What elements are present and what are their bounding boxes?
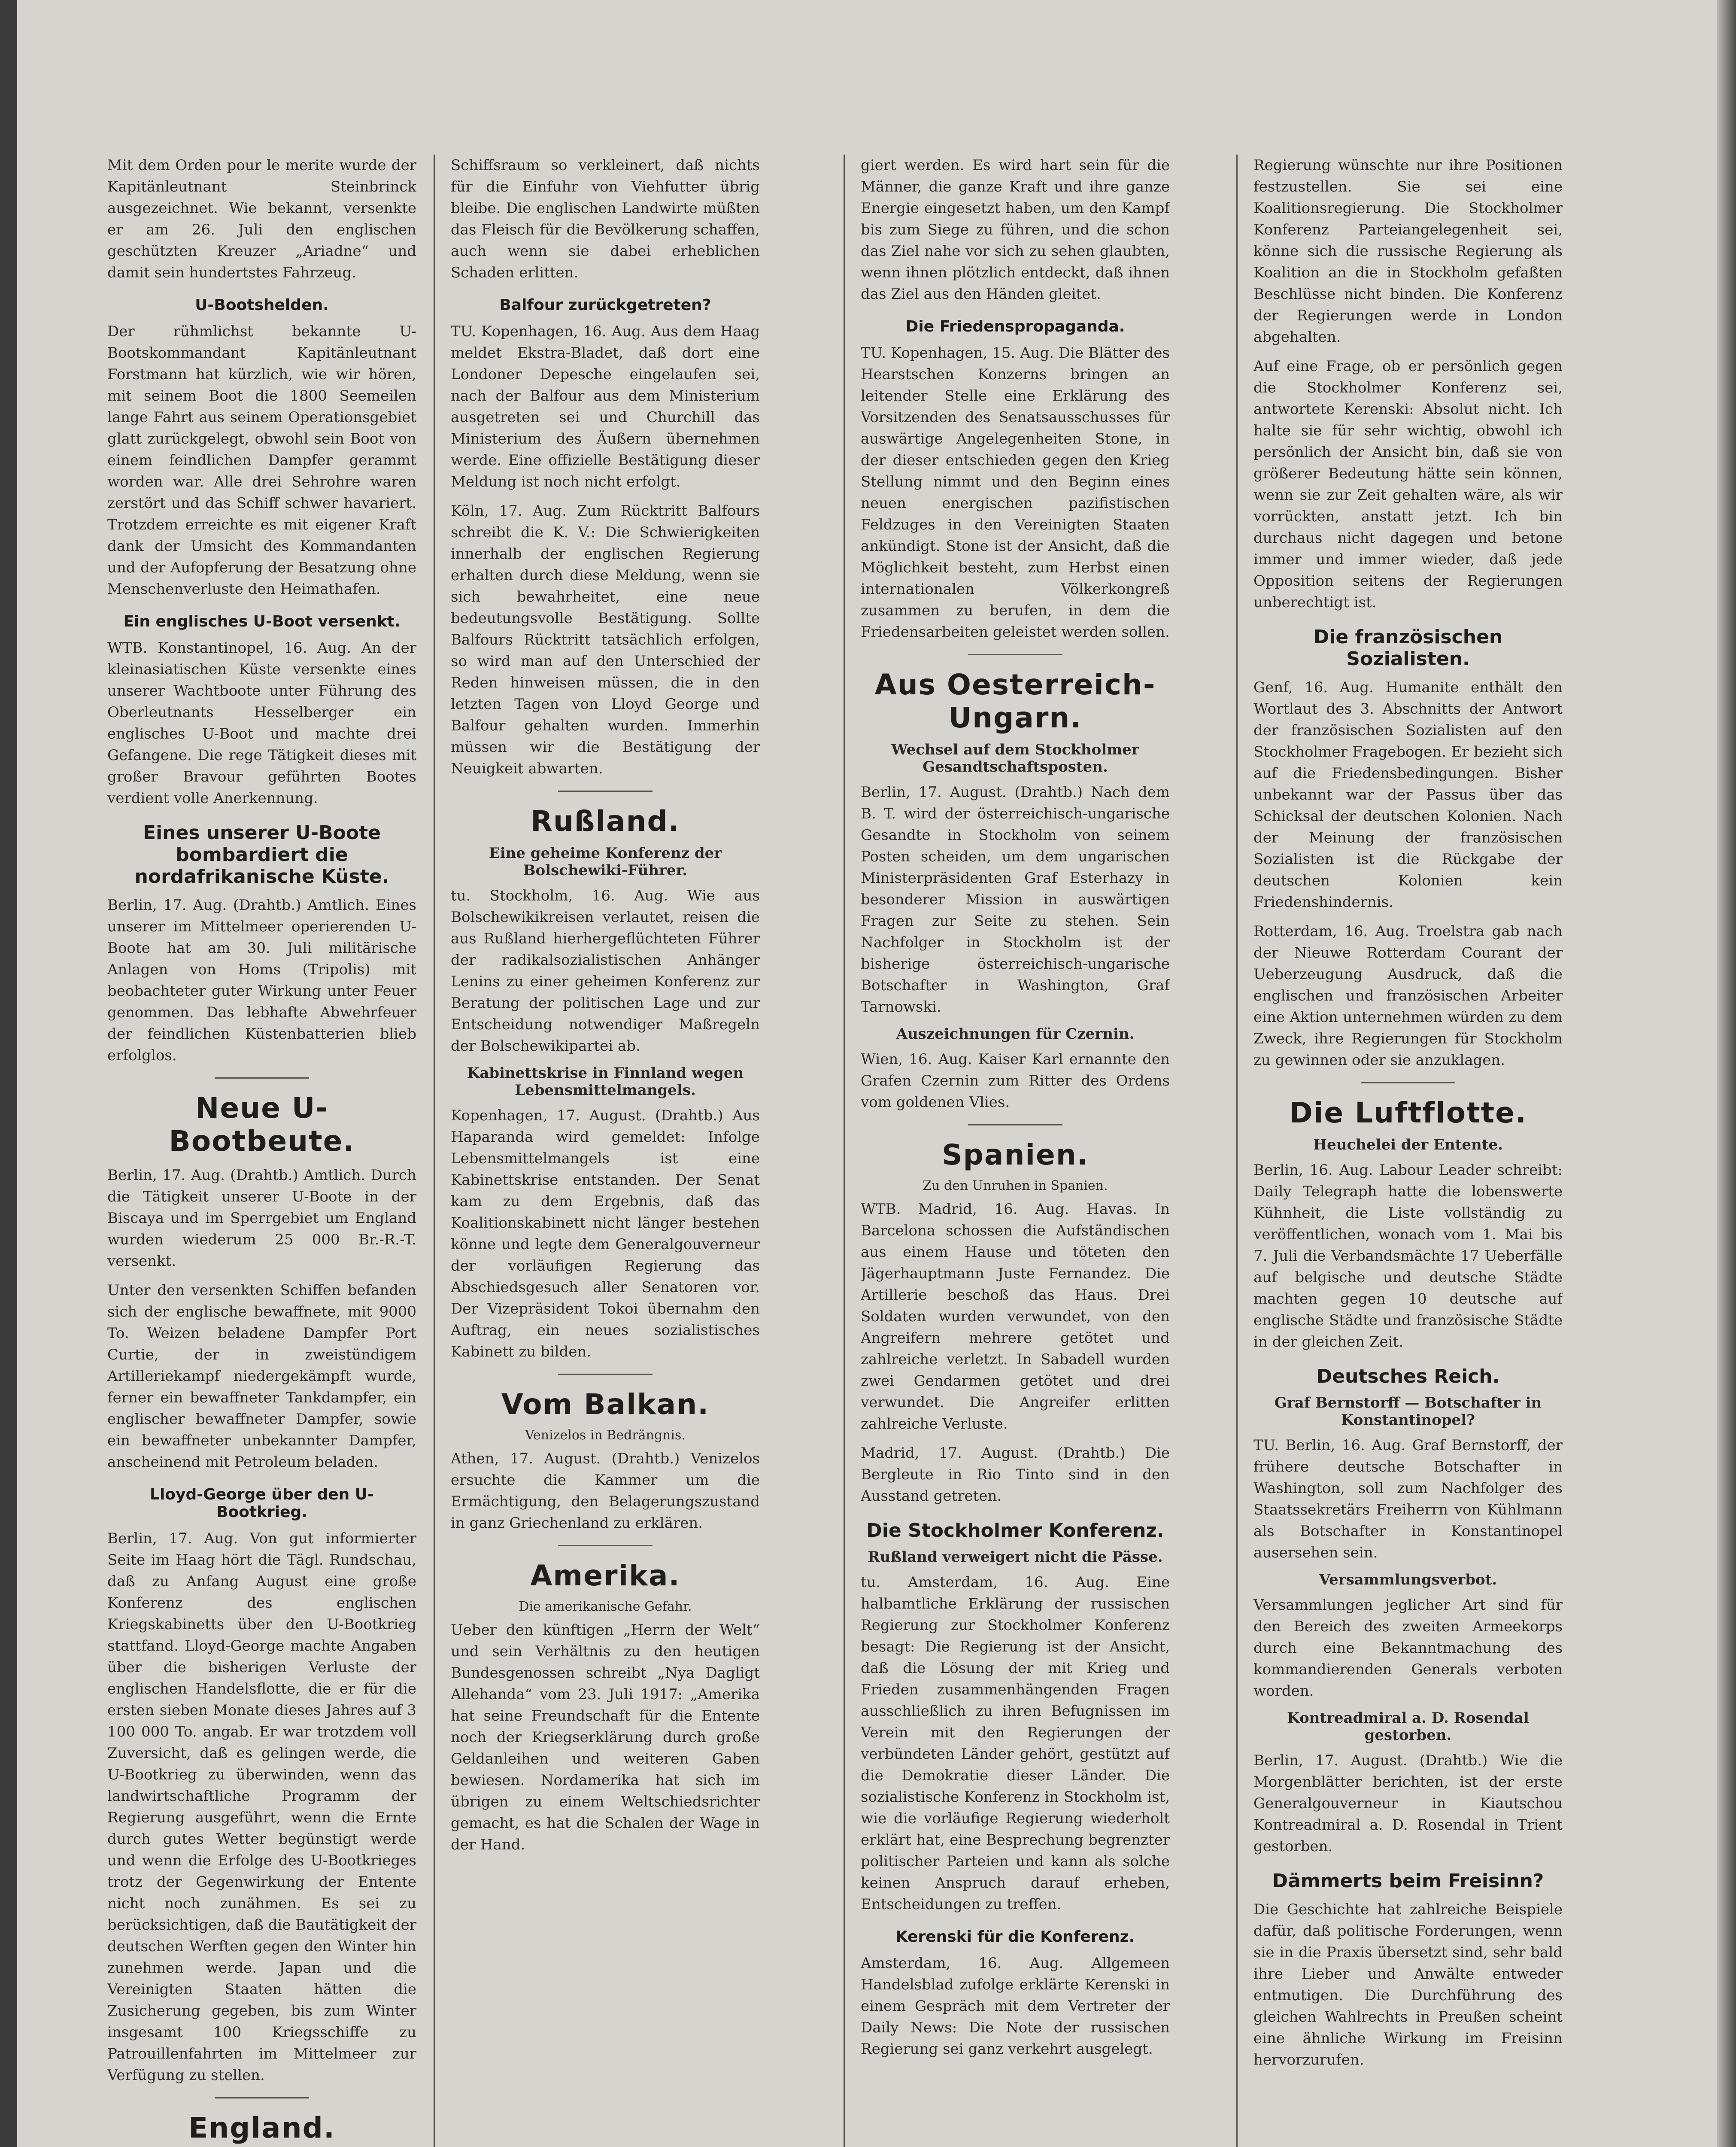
heading-rule <box>215 2097 309 2098</box>
article-kicker: Zu den Unruhen in Spanien. <box>923 1178 1108 1193</box>
article-paragraph: Genf, 16. Aug. Humanite enthält den Wortlaut des 3. Abschnitts der Antwort der französischen Sozialisten auf den Stockholmer Fragebogen. Er bezieht sich auf die Friedensbedingungen. Bisher unbekannt war der Passus über das Schicksal der deutschen Kolonien. Nach der Meinung der französischen Sozialisten ist die Rückgabe der deutschen Kolonien kein Friedenshindernis. <box>1253 679 1563 911</box>
article-paragraph: Regierung wünschte nur ihre Positionen festzustellen. Sie sei eine Koalitionsregierung. Die Stockholmer Konferenz Parteiangelegenheit sei, könne sich die russische Regierung als Koalition an die in Stockholm gefaßten Beschlüsse nicht binden. Die Konferenz der Regierungen werde in London abgehalten. <box>1253 157 1563 346</box>
article-subheading: Versammlungsverbot. <box>1319 1571 1497 1588</box>
article-paragraph: tu. Stockholm, 16. Aug. Wie aus Bolschewikikreisen verlautet, reisen die aus Rußland hierhergeflüchteten Führer der radikalsozialistischen Anhänger Lenins zu einer geheimen Konferenz zur Beratung der politischen Lage und zur Entscheidung notwendiger Maßregeln der Bolschewikipartei ab. <box>451 887 760 1055</box>
article-subheading: Heuchelei der Entente. <box>1313 1136 1503 1153</box>
article-paragraph: Berlin, 16. Aug. Labour Leader schreibt: Daily Telegraph hatte die lobenswerte Kühnheit, die Liste vollständig zu veröffentlichen, wonach vom 1. Mai bis 7. Juli die Verbandsmächte 17 Ueberfälle auf belgische und deutsche Städte machten gegen 10 deutsche auf englische Städte und französische Städte in der gleichen Zeit. <box>1253 1162 1563 1350</box>
article-heading: Ein englisches U-Boot versenkt. <box>123 613 401 630</box>
article-paragraph: Ueber den künftigen „Herrn der Welt“ und sein Verhältnis zu den heutigen Bundesgenossen schreibt „Nya Dagligt Allehanda“ vom 23. Juli 1917: „Amerika hat seine Freundschaft für die Entente noch der Kriegserklärung durch große Geldanleihen und weiteren Gaben bewiesen. Nordamerika hat sich im übrigen zu einem Weltschiedsrichter gemacht, es hat die Schalen der Wage in der Hand. <box>451 1621 760 1853</box>
article-heading: Neue U-Bootbeute. <box>169 1092 355 1158</box>
article-heading: Dämmerts beim Freisinn? <box>1272 1870 1544 1892</box>
heading-rule <box>968 654 1062 655</box>
article-heading: U-Bootshelden. <box>195 296 329 314</box>
article-subheading: Wechsel auf dem Stockholmer Gesandtschaftsposten. <box>891 741 1139 775</box>
article-subheading: Kabinettskrise in Finnland wegen Lebensmittelmangels. <box>467 1064 744 1099</box>
column-2 <box>451 155 760 2147</box>
article-paragraph: Versammlungen jeglicher Art sind für den Bereich des zweiten Armeekorps durch eine Bekanntmachung des kommandierenden Generals verboten worden. <box>1253 1597 1563 1700</box>
column-rule <box>434 155 435 2147</box>
article-paragraph: Berlin, 17. August. (Drahtb.) Wie die Morgenblätter berichten, ist der erste Generalgouverneur in Kiautschou Kontreadmiral a. D. Rosendal in Trient gestorben. <box>1253 1752 1563 1855</box>
article-subheading: Eine geheime Konferenz der Bolschewiki-Führer. <box>489 845 722 879</box>
scan-edge <box>1717 0 1736 2147</box>
article-paragraph: Amsterdam, 16. Aug. Allgemeen Handelsblad zufolge erklärte Kerenski in einem Gespräch mit dem Vertreter der Daily News: Die Note der russischen Regierung sei ganz verkehrt ausgelegt. <box>861 1955 1170 2058</box>
column-rule <box>1236 155 1238 2147</box>
column-3 <box>861 155 1170 2147</box>
article-heading: Die französischen Sozialisten. <box>1313 626 1503 670</box>
article-paragraph: TU. Kopenhagen, 15. Aug. Die Blätter des Hearstschen Konzerns bringen an leitender Stelle eine Erklärung des Vorsitzenden des Senatsausschusses für auswärtige Angelegenheiten Stone, in der dieser entschieden gegen den Krieg Stellung nimmt und den Beginn eines neuen energischen pazifistischen Feldzuges in den Vereinigten Staaten ankündigt. Stone ist der Ansicht, daß die Möglichkeit besteht, zum Herbst einen internationalen Völkerkongreß zusammen zu berufen, in dem die Friedensarbeiten geleistet werden sollen. <box>861 344 1170 641</box>
article-heading: Eines unserer U-Boote bombardiert die nordafrikanische Küste. <box>134 822 389 888</box>
article-subheading: Auszeichnungen für Czernin. <box>896 1025 1135 1043</box>
article-paragraph: Rotterdam, 16. Aug. Troelstra gab nach der Nieuwe Rotterdam Courant der Ueberzeugung Ausdruck, daß die englischen und französischen Arbeiter eine Aktion unternehmen würden zu dem Zweck, ihre Regierungen für Stockholm zu gewinnen oder sie anzuklagen. <box>1253 923 1563 1069</box>
article-paragraph: Wien, 16. Aug. Kaiser Karl ernannte den Grafen Czernin zum Ritter des Ordens vom goldenen Vlies. <box>861 1051 1170 1111</box>
article-paragraph: WTB. Konstantinopel, 16. Aug. An der kleinasiatischen Küste versenkte eines unserer Wachtboote unter Führung des Oberleutnants Hesselberger ein englisches U-Boot und machte drei Gefangene. Die rege Tätigkeit dieses mit großer Bravour geführten Bootes verdient volle Anerkennung. <box>107 639 416 807</box>
article-paragraph: TU. Berlin, 16. Aug. Graf Bernstorff, der frühere deutsche Botschafter in Washington, soll zum Nachfolger des Staatssekretärs Freiherrn von Kühlmann als Botschafter in Konstantinopel ausersehen sein. <box>1253 1437 1563 1561</box>
article-paragraph: Madrid, 17. August. (Drahtb.) Die Bergleute in Rio Tinto sind in den Ausstand getreten. <box>861 1445 1170 1505</box>
article-heading: Die Stockholmer Konferenz. <box>866 1520 1164 1542</box>
article-paragraph: Auf eine Frage, ob er persönlich gegen die Stockholmer Konferenz sei, antwortete Kerenski: Absolut nicht. Ich halte sie für sehr wichtig, obwohl ich persönlich der Ansicht bin, daß sie von größerer Bedeutung hätte sein können, wenn sie zur Zeit gehalten wäre, als wir vorrückten, anstatt jetzt. Ich bin durchaus nicht dagegen und betone immer und immer wieder, daß jede Opposition seitens der Regierungen unberechtigt ist. <box>1253 358 1563 611</box>
article-paragraph: Mit dem Orden pour le merite wurde der Kapitänleutnant Steinbrinck ausgezeichnet. Wie bekannt, versenkte er am 26. Juli den englischen geschützten Kreuzer „Ariadne“ und damit sein hundertstes Fahrzeug. <box>107 157 416 281</box>
article-paragraph: Berlin, 17. Aug. (Drahtb.) Amtlich. Eines unserer im Mittelmeer operierenden U-Boote hat am 30. Juli militärische Anlagen von Homs (Tripolis) mit beobachteter guter Wirkung unter Feuer genommen. Das lebhafte Abwehrfeuer der feindlichen Küstenbatterien blieb erfolglos. <box>107 897 416 1064</box>
heading-rule <box>215 1077 309 1079</box>
column-4 <box>1253 155 1563 2147</box>
article-paragraph: Berlin, 17. Aug. (Drahtb.) Amtlich. Durch die Tätigkeit unserer U-Boote in der Biscaya und im Sperrgebiet um England wurden wiederum 25 000 Br.-R.-T. versenkt. <box>107 1167 416 1270</box>
article-heading: Spanien. <box>942 1138 1089 1171</box>
article-paragraph: Schiffsraum so verkleinert, daß nichts für die Einfuhr von Viehfutter übrig bleibe. Die englischen Landwirte müßten das Fleisch für die Bevölkerung schaffen, auch wenn sie dabei erheblichen Schaden erlitten. <box>451 157 760 281</box>
article-paragraph: Athen, 17. August. (Drahtb.) Venizelos ersuchte die Kammer um die Ermächtigung, den Belagerungszustand in ganz Griechenland zu erklären. <box>451 1450 760 1532</box>
heading-rule <box>968 1124 1062 1125</box>
article-subheading: Kontreadmiral a. D. Rosendal gestorben. <box>1287 1709 1529 1744</box>
article-subheading: Graf Bernstorff — Botschafter in Konstantinopel? <box>1274 1394 1542 1429</box>
article-paragraph: Der rühmlichst bekannte U-Bootskommandant Kapitänleutnant Forstmann hat kürzlich, wie wir hören, mit seinem Boot die 1800 Seemeilen lange Fahrt aus seinem Operationsgebiet glatt zurückgelegt, obwohl sein Boot von einem feindlichen Dampfer gerammt worden war. Alle drei Sehrohre waren zerstört und das Schiff schwer havariert. Trotzdem erreichte es mit eigener Kraft dank der Umsicht des Kommandanten und der Aufopferung der Besatzung ohne Menschenverluste den Heimathafen. <box>107 323 416 598</box>
article-kicker: Die amerikanische Gefahr. <box>519 1599 692 1614</box>
article-heading: Rußland. <box>531 805 680 838</box>
newspaper-page <box>17 0 1717 2147</box>
article-paragraph: Die Geschichte hat zahlreiche Beispiele dafür, daß politische Forderungen, wenn sie in die Praxis übersetzt sind, sehr bald ihre Lieber und Anwälte entweder entmutigen. Die Durchführung des gleichen Wahlrechts in Preußen scheint eine ähnliche Wirkung im Freisinn hervorzurufen. <box>1253 1901 1563 2068</box>
heading-rule <box>558 791 653 792</box>
heading-rule <box>558 1545 653 1546</box>
article-heading: Die Luftflotte. <box>1289 1096 1527 1129</box>
article-heading: England. <box>188 2111 335 2144</box>
article-paragraph: Köln, 17. Aug. Zum Rücktritt Balfours schreibt die K. V.: Die Schwierigkeiten innerhalb der englischen Regierung erhalten durch diese Meldung, wenn sie sich bewahrheitet, eine neue bedeutungsvolle Bestätigung. Sollte Balfours Rücktritt tatsächlich erfolgen, so wird man auf den Unterschied der Reden hinweisen müssen, die in den letzten Tagen von Lloyd George und Balfour gehalten wurden. Immerhin müssen wir die Bestätigung der Neuigkeit abwarten. <box>451 502 760 777</box>
article-paragraph: Berlin, 17. Aug. Von gut informierter Seite im Haag hört die Tägl. Rundschau, daß zu Anfang August eine große Konferenz des englischen Kriegskabinetts über den U-Bootkrieg stattfand. Lloyd-George machte Angaben über die bisherigen Verluste der englischen Handelsflotte, die er für die ersten sieben Monate dieses Jahres auf 3 100 000 To. angab. Er war trotzdem voll Zuversicht, daß es gelingen werde, die U-Bootkrieg zu überwinden, wenn das landwirtschaftliche Programm der Regierung ausgeführt, wenn die Ernte durch gutes Wetter begünstigt werde und wenn die Erfolge des U-Bootkrieges trotz der Gegenwirkung der Entente nicht noch zunähmen. Es sei zu berücksichtigen, daß die Bautätigkeit der deutschen Werften gegen den Winter hin zunehmen werde. Japan und die Vereinigten Staaten hätten die Zusicherung gegeben, bis zum Winter insgesamt 100 Kriegsschiffe zu Patrouillenfahrten im Mittelmeer zur Verfügung zu stellen. <box>107 1530 416 2084</box>
article-heading: Vom Balkan. <box>501 1388 710 1421</box>
heading-rule <box>558 1374 653 1375</box>
article-paragraph: Berlin, 17. August. (Drahtb.) Nach dem B. T. wird der österreichisch-ungarische Gesandte in Stockholm von seinem Posten scheiden, um dem ungarischen Ministerpräsidenten Graf Esterhazy in besonderer Mission in auswärtigen Fragen zur Seite zu stehen. Sein Nachfolger in Stockholm ist der bisherige österreichisch-ungarische Botschafter in Washington, Graf Tarnowski. <box>861 784 1170 1016</box>
article-paragraph: Unter den versenkten Schiffen befanden sich der englische bewaffnete, mit 9000 To. Weizen beladene Dampfer Port Curtie, der in zweistündigem Artilleriekampf niedergekämpft wurde, ferner ein bewaffneter Tankdampfer, ein englischer bewaffneter Dampfer, sowie ein bewaffneter unbekannter Dampfer, anscheinend mit Petroleum beladen. <box>107 1282 416 1471</box>
article-kicker: Venizelos in Bedrängnis. <box>525 1428 686 1443</box>
article-paragraph: Kopenhagen, 17. August. (Drahtb.) Aus Haparanda wird gemeldet: Infolge Lebensmittelmangels ist eine Kabinettskrise entstanden. Der Senat kam zu dem Ergebnis, daß das Koalitionskabinett nicht länger bestehen könne und legte dem Generalgouverneur der vorläufigen Regierung das Abschiedsgesuch aller Senatoren vor. Der Vizepräsident Tokoi übernahm den Auftrag, ein neues sozialistisches Kabinett zu bilden. <box>451 1107 760 1360</box>
article-subheading: Rußland verweigert nicht die Pässe. <box>868 1548 1163 1566</box>
column-1 <box>107 155 416 2147</box>
article-heading: Die Friedenspropaganda. <box>905 318 1125 335</box>
article-paragraph: giert werden. Es wird hart sein für die Männer, die ganze Kraft und ihre ganze Energie eingesetzt haben, um den Kampf bis zum Siege zu führen, und die schon das Ziel nahe vor sich zu sehen glaubten, wenn ihnen plötzlich entdeckt, daß ihnen das Ziel aus den Händen gleitet. <box>861 157 1170 303</box>
article-heading: Kerenski für die Konferenz. <box>895 1928 1135 1946</box>
article-heading: Amerika. <box>530 1559 680 1592</box>
column-rule <box>844 155 845 2147</box>
article-heading: Lloyd-George über den U-Bootkrieg. <box>150 1486 374 1521</box>
article-heading: Balfour zurückgetreten? <box>499 296 711 314</box>
article-paragraph: TU. Kopenhagen, 16. Aug. Aus dem Haag meldet Ekstra-Bladet, daß dort eine Londoner Depesche eingelaufen sei, nach der Balfour aus dem Ministerium ausgetreten sei und Churchill das Ministerium des Äußern übernehmen werde. Eine offizielle Bestätigung dieser Meldung ist noch nicht erfolgt. <box>451 323 760 490</box>
heading-rule <box>1361 1082 1455 1083</box>
article-paragraph: tu. Amsterdam, 16. Aug. Eine halbamtliche Erklärung der russischen Regierung zur Stockholmer Konferenz besagt: Die Regierung ist der Ansicht, daß die Lösung der mit Krieg und Frieden zusammenhängenden Fragen ausschließlich zu ihren Befugnissen im Verein mit den Regierungen der verbündeten Länder gehört, gestützt auf die Demokratie dieser Länder. Die sozialistische Konferenz in Stockholm ist, wie die vorläufige Regierung wiederholt erklärt hat, eine Besprechung begrenzter politischer Parteien und kann als solche keinen Anspruch darauf erheben, Entscheidungen zu treffen. <box>861 1574 1170 1913</box>
article-heading: Aus Oesterreich-Ungarn. <box>874 668 1156 734</box>
article-paragraph: WTB. Madrid, 16. Aug. Havas. In Barcelona schossen die Aufständischen aus einem Hause und töteten den Jägerhauptmann Juste Fernandez. Die Artillerie beschoß das Haus. Drei Soldaten wurden verwundet, von den Angreifern mehrere getötet und zahlreiche verletzt. In Sabadell wurden zwei Gendarmen getötet und drei verwundet. Die Angreifer erlitten zahlreiche Verluste. <box>861 1201 1170 1432</box>
article-heading: Deutsches Reich. <box>1316 1365 1500 1387</box>
